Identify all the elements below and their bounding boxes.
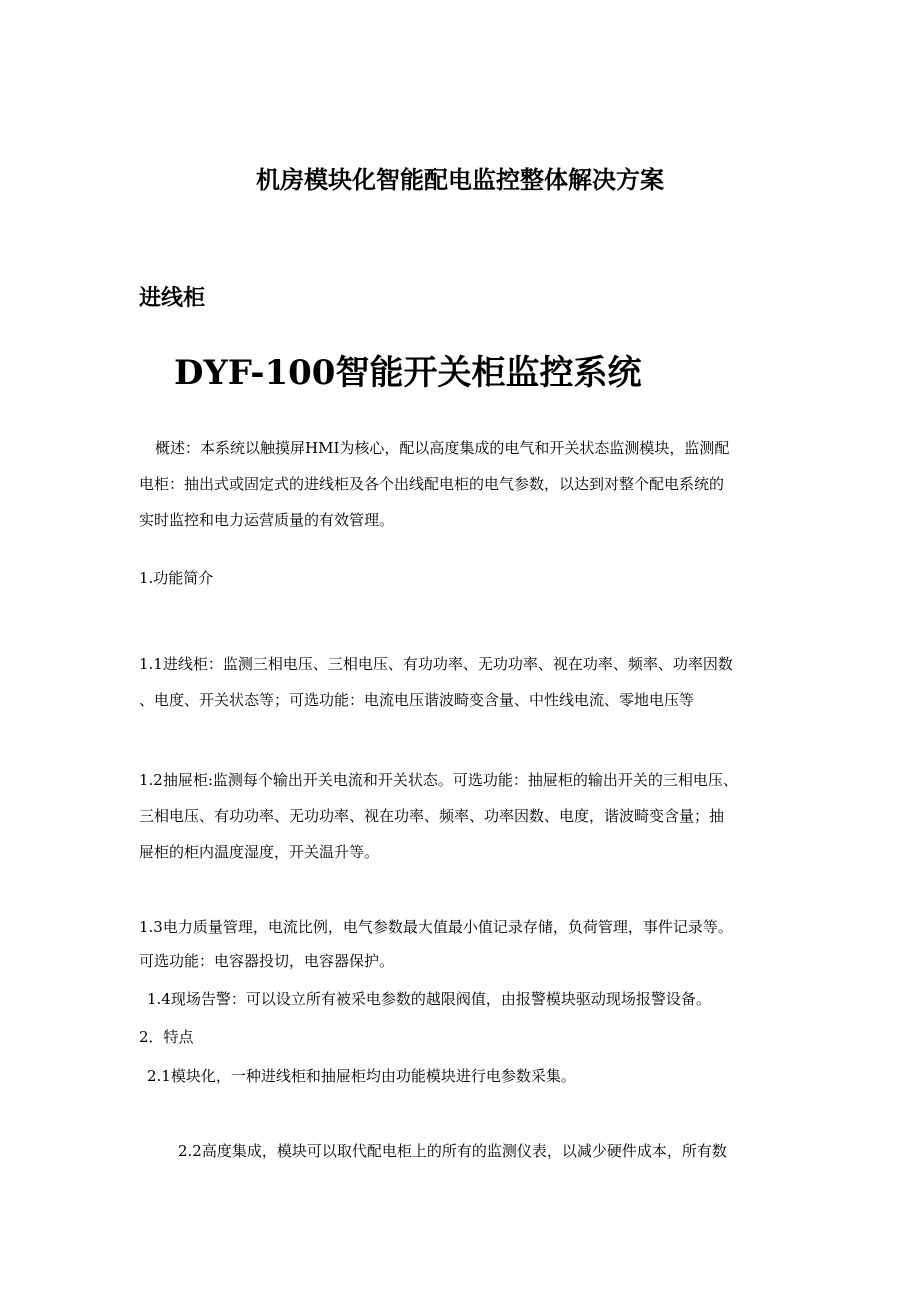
item-1-3-paragraph bbox=[139, 910, 789, 978]
item-1-3-line: 1.3电力质量管理，电流比例，电气参数最大值最小值记录存储，负荷管理，事件记录等。 bbox=[139, 918, 733, 936]
item-1-2-line: 1.2抽屉柜:监测每个输出开关电流和开关状态。可选功能：抽屉柜的输出开关的三相电压、 bbox=[139, 771, 738, 789]
section2-heading: 2．特点 bbox=[139, 1028, 194, 1046]
overview-line: 实时监控和电力运营质量的有效管理。 bbox=[139, 511, 395, 529]
item-2-1: 2.1模块化，一种进线柜和抽屉柜均由功能模块进行电参数采集。 bbox=[147, 1067, 576, 1085]
section1-heading: 1.功能简介 bbox=[139, 569, 214, 587]
item-1-1-line: 、电度、开关状态等；可选功能：电流电压谐波畸变含量、中性线电流、零地电压等 bbox=[139, 691, 695, 709]
item-1-2-line: 三相电压、有功功率、无功功率、视在功率、频率、功率因数、电度，谐波畸变含量；抽 bbox=[139, 807, 725, 825]
item-1-2-line: 屉柜的柜内温度湿度，开关温升等。 bbox=[139, 843, 380, 861]
document-title: 机房模块化智能配电监控整体解决方案 bbox=[256, 165, 664, 194]
item-1-4: 1.4现场告警：可以设立所有被采电参数的越限阀值，由报警模块驱动现场报警设备。 bbox=[147, 990, 711, 1008]
section-heading: 进线柜 bbox=[139, 285, 206, 311]
item-1-2-paragraph bbox=[139, 762, 789, 870]
item-1-3-line: 可选功能：电容器投切，电容器保护。 bbox=[139, 952, 395, 970]
overview-line: 电柜：抽出式或固定式的进线柜及各个出线配电柜的电气参数，以达到对整个配电系统的 bbox=[139, 475, 725, 493]
item-1-1-line: 1.1进线柜：监测三相电压、三相电压、有功功率、无功功率、视在功率、频率、功率因数 bbox=[139, 655, 733, 673]
overview-paragraph bbox=[139, 430, 789, 538]
item-2-2: 2.2高度集成，模块可以取代配电柜上的所有的监测仪表，以减少硬件成本，所有数 bbox=[178, 1142, 727, 1160]
overview-line: 概述：本系统以触摸屏HMI为核心，配以高度集成的电气和开关状态监测模块，监测配 bbox=[155, 439, 730, 457]
product-title: DYF-100智能开关柜监控系统 bbox=[174, 353, 642, 393]
item-1-1-paragraph bbox=[139, 646, 789, 718]
